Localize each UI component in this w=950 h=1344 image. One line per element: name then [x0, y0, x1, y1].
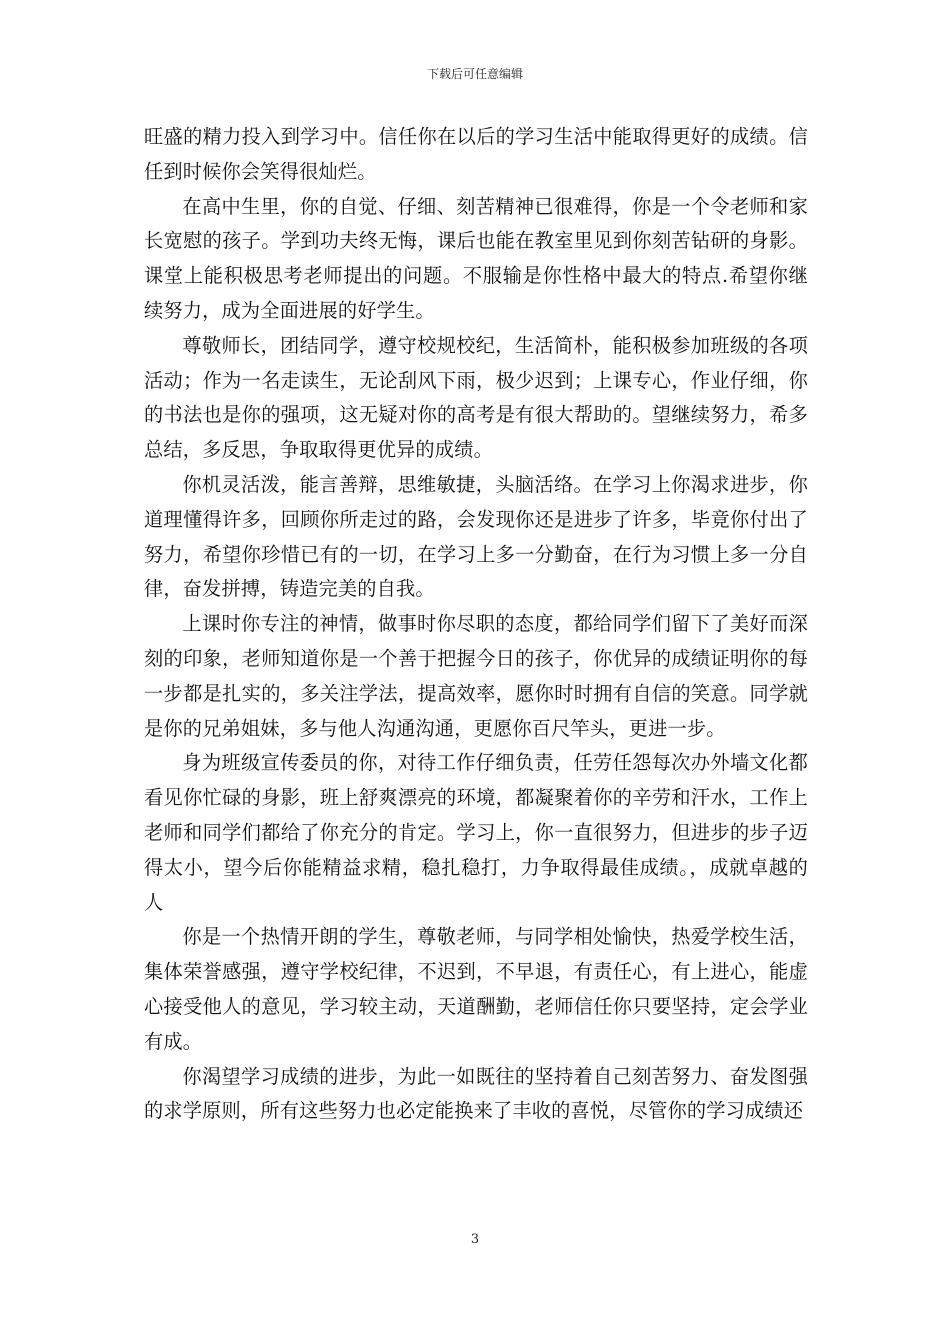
paragraph: 你机灵活泼，能言善辩，思维敏捷，头脑活络。在学习上你渴求进步，你道理懂得许多，回顾你所走过的路，会发现你还是进步了许多，毕竟你付出了努力，希望你珍惜已有的一切，在学习上多一分勤奋，在行为习惯上多一分自律，奋发拼搏，铸造完美的自我。 [144, 472, 808, 601]
paragraph: 尊敬师长，团结同学，遵守校规校纪，生活简朴，能积极参加班级的各项活动；作为一名走读生，无论刮风下雨，极少迟到；上课专心，作业仔细，你的书法也是你的强项，这无疑对你的高考是有很大帮助的。望继续努力，希多总结，多反思，争取取得更优异的成绩。 [144, 333, 808, 462]
paragraph: 你是一个热情开朗的学生，尊敬老师，与同学相处愉快，热爱学校生活，集体荣誉感强，遵守学校纪律，不迟到，不早退，有责任心，有上进心，能虚心接受他人的意见，学习较主动，天道酬勤，老师信任你只要坚持，定会学业有成。 [144, 925, 808, 1053]
paragraph: 在高中生里，你的自觉、仔细、刻苦精神已很难得，你是一个令老师和家长宽慰的孩子。学到功夫终无悔，课后也能在教室里见到你刻苦钻研的身影。课堂上能积极思考老师提出的问题。不服输是你性格中最大的特点.希望你继续努力，成为全面进展的好学生。 [144, 194, 808, 322]
page-header: 下载后可任意编辑 [426, 67, 523, 81]
paragraph: 身为班级宣传委员的你，对待工作仔细负责，任劳任怨每次办外墙文化都看见你忙碌的身影，班上舒爽漂亮的环境，都凝聚着你的辛劳和汗水，工作上老师和同学们都给了你充分的肯定。学习上，你一直很努力，但进步的步子迈得太小，望今后你能精益求精，稳扎稳打，力争取得最佳成绩。，成就卓越的人 [144, 751, 808, 914]
paragraph: 上课时你专注的神情，做事时你尽职的态度，都给同学们留下了美好而深刻的印象，老师知道你是一个善于把握今日的孩子，你优异的成绩证明你的每一步都是扎实的，多关注学法，提高效率，愿你时时拥有自信的笑意。同学就是你的兄弟姐妹，多与他人沟通沟通，更愿你百尺竿头，更进一步。 [144, 612, 808, 740]
paragraph: 旺盛的精力投入到学习中。信任你在以后的学习生活中能取得更好的成绩。信任到时候你会笑得很灿烂。 [144, 125, 808, 183]
page-number: 3 [470, 1232, 480, 1247]
document-body [144, 120, 808, 1129]
paragraph: 你渴望学习成绩的进步，为此一如既往的坚持着自己刻苦努力、奋发图强的求学原则，所有这些努力也必定能换来了丰收的喜悦，尽管你的学习成绩还 [144, 1064, 808, 1123]
